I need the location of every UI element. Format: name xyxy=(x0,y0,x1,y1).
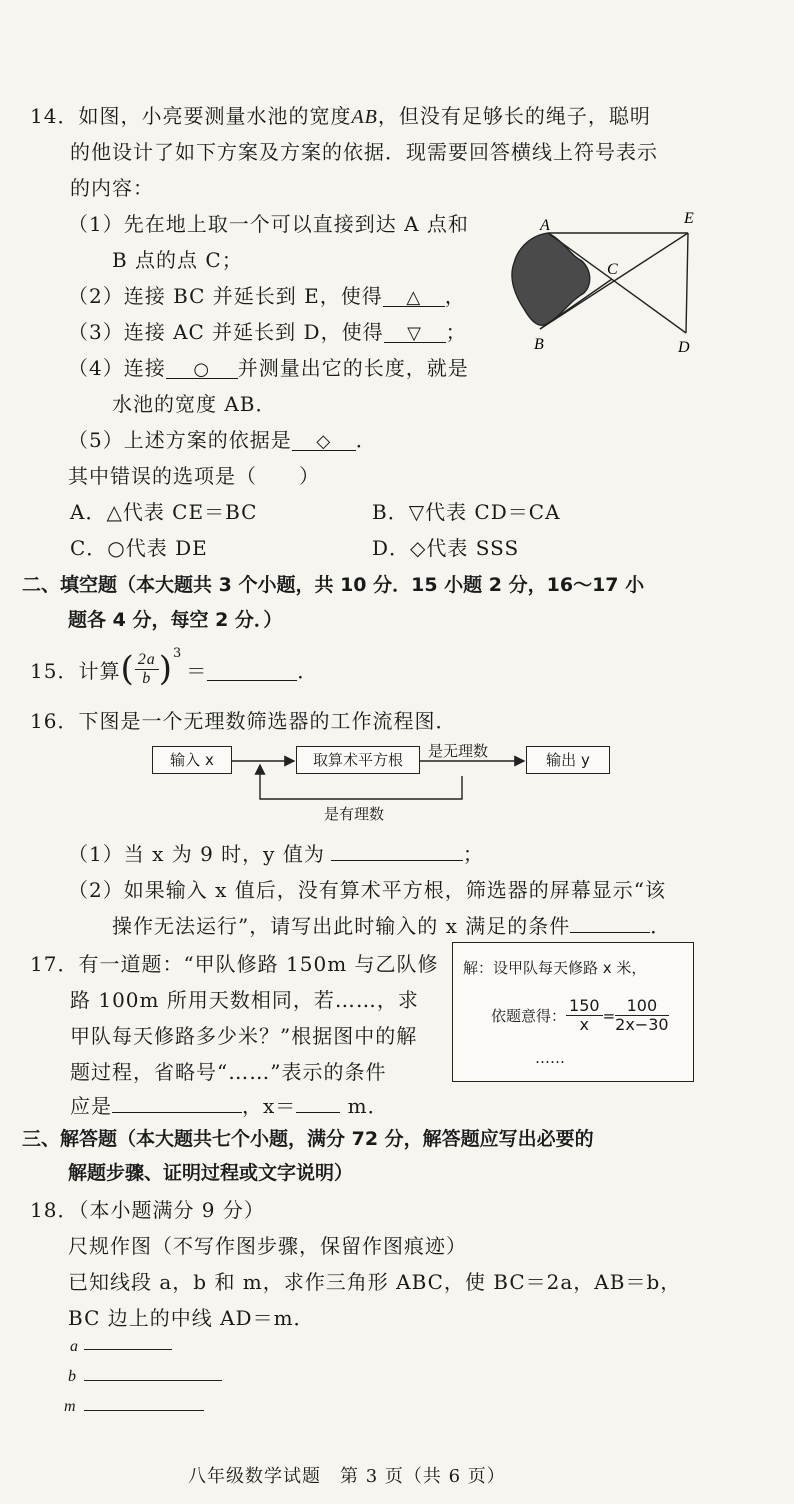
section2-title-cont: 题各 4 分，每空 2 分．） xyxy=(68,609,283,631)
q15: 15．计算 ( $\frac{2a}{b}$ ) 3 ＝ ． xyxy=(30,645,319,689)
q14-step4a: （4）连接 ○ 并测量出它的长度，就是 xyxy=(68,356,469,380)
q14-option-c: C．○代表 DE xyxy=(70,536,208,560)
flow-output-box: 输出 y xyxy=(526,746,610,774)
q14-step1b: B 点的点 C； xyxy=(112,248,243,272)
q14-option-d: D．◇代表 SSS xyxy=(372,536,520,560)
q17-line1: 17．有一道题：“甲队修路 150m 与乙队修 xyxy=(30,952,439,976)
q14-step2: （2）连接 BC 并延长到 E，使得 △ ， xyxy=(68,284,466,308)
segment-b-label: b xyxy=(68,1368,76,1385)
q14-line3: 的内容： xyxy=(70,176,154,200)
label-A: A xyxy=(540,217,550,234)
q16-part2b: 操作无法运行”，请写出此时输入的 x 满足的条件 ． xyxy=(112,910,671,939)
q18-line4: BC 边上的中线 AD＝m． xyxy=(68,1306,315,1330)
q14-step4b: 水池的宽度 AB． xyxy=(112,392,277,416)
q17-solution-ellipsis: …… xyxy=(535,1049,565,1067)
pond-shape xyxy=(512,233,590,325)
section3-title: 三、解答题（本大题共七个小题，满分 72 分，解答题应写出必要的 xyxy=(22,1128,594,1150)
q15-fraction: $\frac{2a}{b}$ xyxy=(135,651,159,688)
q16-answer-blank-1[interactable] xyxy=(331,838,463,861)
q16-stem: 16．下图是一个无理数筛选器的工作流程图． xyxy=(30,709,457,733)
flow-input-box: 输入 x xyxy=(152,746,232,774)
segment-ED xyxy=(686,233,688,333)
q17-line2: 路 100m 所用天数相同，若……，求 xyxy=(70,988,419,1012)
triangle-up-icon: △ xyxy=(406,287,422,308)
q14-option-b: B．▽代表 CD＝CA xyxy=(372,500,561,524)
flow-arrows xyxy=(150,735,620,805)
q14-step3: （3）连接 AC 并延长到 D，使得 ▽ ； xyxy=(68,320,467,344)
triangle-down-icon: ▽ xyxy=(407,323,422,344)
q14-ask: 其中错误的选项是（ ） xyxy=(68,464,320,488)
q16-answer-blank-2[interactable] xyxy=(570,910,650,933)
q17-solution-box xyxy=(452,942,694,1082)
q14-step1a: （1）先在地上取一个可以直接到达 A 点和 xyxy=(68,212,469,236)
flow-sqrt-box: 取算术平方根 xyxy=(296,746,420,774)
pond-figure xyxy=(500,205,710,365)
label-B: B xyxy=(534,336,544,353)
q18-line1: 18．（本小题满分 9 分） xyxy=(30,1198,265,1222)
q14-option-a: A．△代表 CE＝BC xyxy=(70,500,258,524)
q18-line2: 尺规作图（不写作图步骤，保留作图痕迹） xyxy=(68,1234,467,1258)
q16-part1: （1）当 x 为 9 时，y 值为 ； xyxy=(68,838,484,867)
flow-label-rational: 是有理数 xyxy=(324,805,385,823)
flow-label-irrational: 是无理数 xyxy=(428,742,489,760)
q17-line3: 甲队每天修路多少米？”根据图中的解 xyxy=(70,1024,418,1048)
label-D: D xyxy=(678,339,690,356)
q14-line1: 14．如图，小亮要测量水池的宽度AB，但没有足够长的绳子，聪明 xyxy=(30,104,651,128)
circle-icon: ○ xyxy=(193,359,211,380)
segment-m xyxy=(84,1410,204,1411)
q15-answer-blank[interactable] xyxy=(207,658,297,681)
segment-b xyxy=(84,1380,222,1381)
q16-part2a: （2）如果输入 x 值后，没有算术平方根，筛选器的屏幕显示“该 xyxy=(68,878,666,902)
q14-line2: 的他设计了如下方案及方案的依据．现需要回答横线上符号表示 xyxy=(70,140,658,164)
q17-solution-line2: 依题意得： $\frac{150}{x}$ = $\frac{100}{2x-30}$ xyxy=(491,996,669,1034)
q17-fraction-right: $\frac{100}{2x-30}$ xyxy=(615,996,669,1034)
q17-answer-blank-2[interactable] xyxy=(296,1090,340,1113)
q17-solution-line1: 解：设甲队每天修路 x 米， xyxy=(463,959,647,977)
label-C: C xyxy=(607,261,618,278)
q14-step5: （5）上述方案的依据是 ◇ ． xyxy=(68,428,377,452)
segment-a xyxy=(84,1349,172,1350)
q17-line5: 应是 ，x＝ m． xyxy=(70,1090,389,1119)
segment-a-label: a xyxy=(70,1338,78,1355)
q17-line4: 题过程，省略号“……”表示的条件 xyxy=(70,1060,387,1084)
section3-title-cont: 解题步骤、证明过程或文字说明） xyxy=(68,1162,354,1184)
q17-fraction-left: $\frac{150}{x}$ xyxy=(566,997,603,1034)
label-E: E xyxy=(684,210,694,227)
page-footer: 八年级数学试题 第 3 页（共 6 页） xyxy=(188,1466,506,1487)
q17-answer-blank-1[interactable] xyxy=(112,1090,242,1113)
q18-line3: 已知线段 a，b 和 m，求作三角形 ABC，使 BC＝2a，AB＝b， xyxy=(68,1270,682,1294)
section2-title: 二、填空题（本大题共 3 个小题，共 10 分．15 小题 2 分，16～17 小 xyxy=(22,574,645,596)
segment-m-label: m xyxy=(64,1398,76,1415)
diamond-icon: ◇ xyxy=(316,431,332,452)
